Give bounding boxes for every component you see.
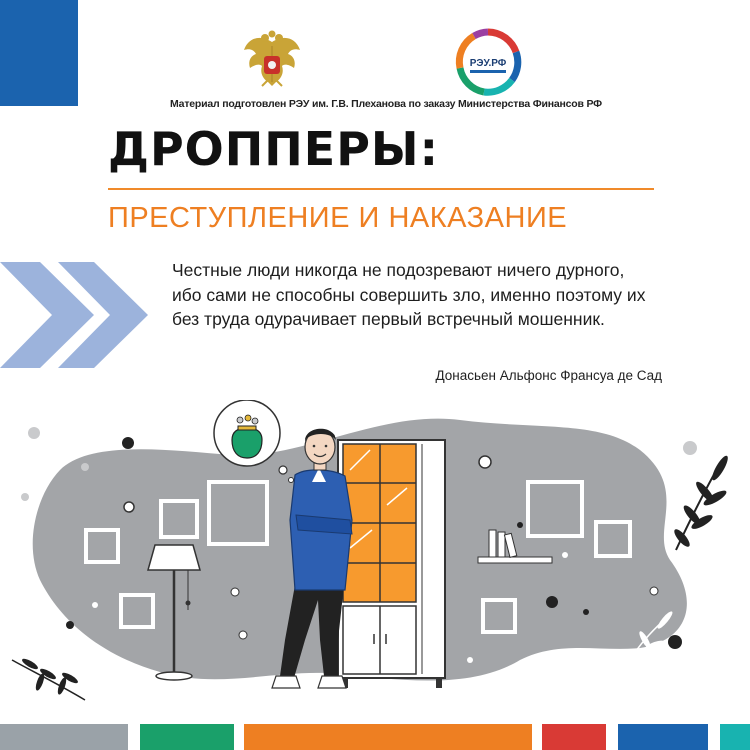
page-title: ДРОППЕРЫ: [108,122,439,176]
reu-logo-text: РЭУ.РФ [469,58,507,69]
reu-logo-icon [454,28,522,96]
stripe-orange [244,724,532,750]
title-divider [108,188,654,190]
page-subtitle: ПРЕСТУПЛЕНИЕ И НАКАЗАНИЕ [108,202,568,234]
stripe-gray [0,724,128,750]
prepared-by-caption: Материал подготовлен РЭУ им. Г.В. Плеханова по заказу Министерства Финансов РФ [170,98,602,110]
bottom-color-stripes [0,724,750,750]
chevron-right-icon [0,258,150,372]
quote-author: Донасьен Альфонс Франсуа де Сад [435,368,662,383]
stripe-red [542,724,606,750]
quote-text: Честные люди никогда не подозревают ничего дурного, ибо сами не способны совершить зло, именно поэтому их без труда одурачивает первый встречный мошенник. [172,260,646,329]
illustration-scene [0,400,750,722]
stripe-green [140,724,234,750]
corner-accent-block [0,0,78,106]
stripe-blue [618,724,708,750]
stripe-teal [720,724,750,750]
russian-coat-of-arms-icon [240,28,304,92]
